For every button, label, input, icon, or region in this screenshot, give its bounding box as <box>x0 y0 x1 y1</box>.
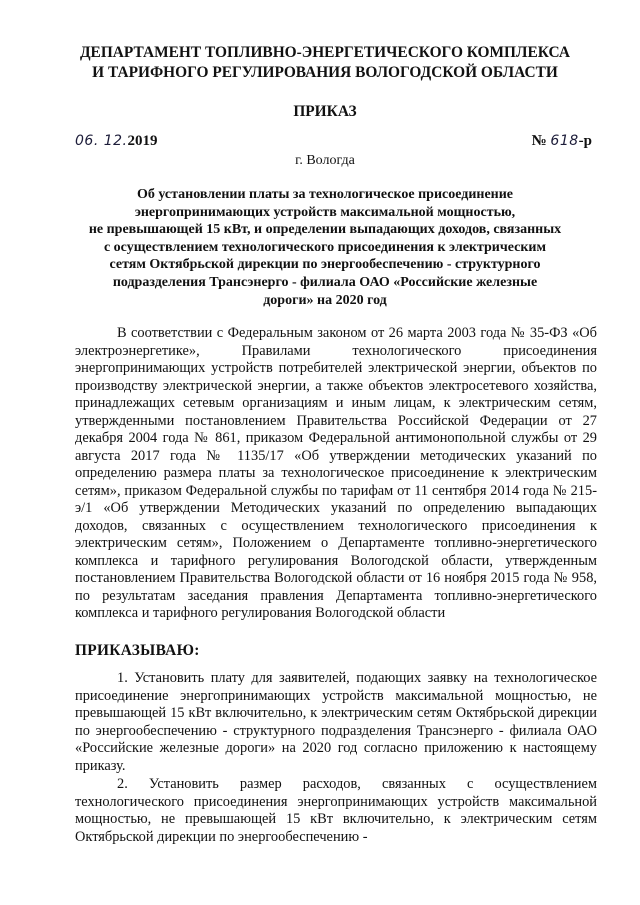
handwritten-date: 06. 12. <box>75 133 128 149</box>
subject-line: подразделения Трансэнерго - филиала ОАО «Российские железные <box>112 274 538 290</box>
department-line-2: И ТАРИФНОГО РЕГУЛИРОВАНИЯ ВОЛОГОДСКОЙ ОБЛАСТИ <box>92 64 558 81</box>
subject-line: энергопринимающих устройств максимальной мощностью, <box>134 204 516 220</box>
subject-line: дороги» на 2020 год <box>263 292 387 308</box>
handwritten-number: 618 <box>550 133 579 149</box>
document-type-heading: ПРИКАЗ <box>293 103 357 120</box>
number-prefix: № <box>531 133 547 149</box>
order-item-text: 2. Установить размер расходов, связанных с осуществлением технологического присоединения энергопринимающих устройств максимальной мощностью, не превышающей 15 кВт включительно, к электрическим сетям Октябрьской дирекции по энергообеспечению - <box>75 776 597 845</box>
order-item-2 <box>75 776 597 846</box>
preamble-text: В соответствии с Федеральным законом от 26 марта 2003 года № 35-ФЗ «Об электроэнергетике», Правилами технологического присоединения энергопринимающих устройств потребителей электрической энергии, объектов по производству электрической энергии, а также объектов электросетевого хозяйства, принадлежащих сетевым организациям и иным лицам, к электрическим сетям, утвержденными постановлением Правительства Российской Федерации от 27 декабря 2004 года № 861, приказом Федеральной антимонопольной службы от 29 августа 2017 года № 1135/17 «Об утверждении методических указаний по определению размера платы за технологическое присоединение к электрическим сетям», приказом Федеральной службы по тарифам от 11 сентября 2014 года № 215-э/1 «Об утверждении Методических указаний по определению выпадающих доходов, связанных с осуществлением технологического присоединения к электрическим сетям», Положением о Департаменте топливно-энергетического комплекса и тарифного регулирования Вологодской области, утвержденным постановлением Правительства Вологодской области от 16 ноября 2015 года № 958, по результатам заседания правления Департамента топливно-энергетического комплекса и тарифного регулирования Вологодской области <box>75 325 597 621</box>
order-subject <box>72 186 578 309</box>
order-date <box>75 131 157 151</box>
date-year: 2019 <box>127 133 158 149</box>
city-line: г. Вологда <box>295 153 355 168</box>
preamble-paragraph <box>75 325 597 623</box>
number-suffix: -р <box>578 133 592 149</box>
order-word: ПРИКАЗЫВАЮ: <box>75 642 200 659</box>
subject-line: не превышающей 15 кВт, и определении выпадающих доходов, связанных <box>88 222 562 238</box>
department-line-1: ДЕПАРТАМЕНТ ТОПЛИВНО-ЭНЕРГЕТИЧЕСКОГО КОМПЛЕКСА <box>79 44 571 61</box>
order-item-1 <box>75 670 597 775</box>
subject-line: Об установлении платы за технологическое присоединение <box>136 187 514 202</box>
subject-line: с осуществлением технологического присоединения к электрическим <box>103 239 547 255</box>
subject-line: сетям Октябрьской дирекции по энергообеспечению - структурного <box>109 257 541 273</box>
department-name <box>60 43 590 83</box>
order-item-text: 1. Установить плату для заявителей, подающих заявку на технологическое присоединение энергопринимающих устройств максимальной мощностью, не превышающей 15 кВт включительно, к электрическим сетям Октябрьской дирекции по энергообеспечению - структурного подразделения Трансэнерго - филиала ОАО «Российские железные дороги» на 2020 год согласно приложению к настоящему приказу. <box>75 670 597 774</box>
order-number <box>532 131 592 151</box>
